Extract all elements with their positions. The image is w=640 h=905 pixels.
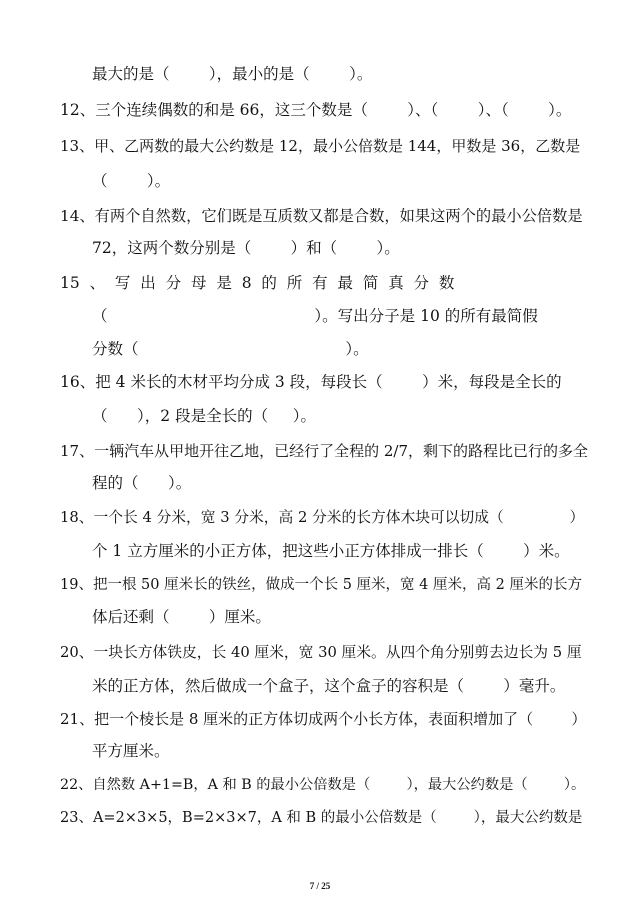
- question-15-cont: （ ）。写出分子是 10 的所有最简假: [92, 307, 538, 325]
- question-13-cont: （ ）。: [92, 172, 171, 190]
- question-14-cont: 72，这两个数分别是（ ）和（ ）。: [92, 239, 400, 257]
- question-18: 18、一个长 4 分米，宽 3 分米，高 2 分米的长方体木块可以切成（ ）: [60, 509, 585, 526]
- question-22: 22、自然数 A+1=B，A 和 B 的最小公倍数是（ ），最大公约数是（ ）。: [60, 777, 586, 793]
- question-17: 17、一辆汽车从甲地开往乙地，已经行了全程的 2/7，剩下的路程比已行的多全: [60, 442, 588, 460]
- question-21-cont: 平方厘米。: [92, 742, 170, 760]
- question-16-cont: （ ），2 段是全长的（ ）。: [92, 407, 316, 425]
- question-18-cont: 个 1 立方厘米的小正方体，把这些小正方体排成一排长（ ）米。: [92, 542, 570, 560]
- question-16: 16、把 4 米长的木材平均分成 3 段，每段长（ ）米，每段是全长的: [60, 373, 562, 391]
- question-20: 20、一块长方体铁皮，长 40 厘米，宽 30 厘米。从四个角分别剪去边长为 5 厘: [60, 644, 582, 661]
- question-12: 12、三个连续偶数的和是 66，这三个数是（ ）、（ ）、（ ）。: [60, 101, 572, 119]
- q11-continuation: 最大的是（ ），最小的是（ ）。: [92, 65, 373, 83]
- question-17-cont: 程的（ ）。: [92, 474, 192, 492]
- page-number: 7 / 25: [309, 881, 331, 891]
- question-14: 14、有两个自然数，它们既是互质数又都是合数，如果这两个的最小公倍数是: [60, 207, 583, 225]
- question-21: 21、把一个棱长是 8 厘米的正方体切成两个小长方体，表面积增加了（ ）: [60, 710, 587, 728]
- question-13: 13、甲、乙两数的最大公约数是 12，最小公倍数是 144，甲数是 36，乙数是: [60, 137, 581, 155]
- question-20-cont: 米的正方体，然后做成一个盒子，这个盒子的容积是（ ）毫升。: [92, 677, 566, 695]
- question-15: 15 、 写 出 分 母 是 8 的 所 有 最 简 真 分 数: [60, 274, 455, 292]
- question-15-cont2: 分数（ ）。: [92, 340, 369, 358]
- question-23: 23、A=2×3×5，B=2×3×7，A 和 B 的最小公倍数是（ ），最大公约数是: [60, 810, 583, 826]
- question-19-cont: 体后还剩（ ）厘米。: [92, 608, 271, 626]
- question-19: 19、把一根 50 厘米长的铁丝，做成一个长 5 厘米，宽 4 厘米，高 2 厘米的长方: [60, 577, 582, 593]
